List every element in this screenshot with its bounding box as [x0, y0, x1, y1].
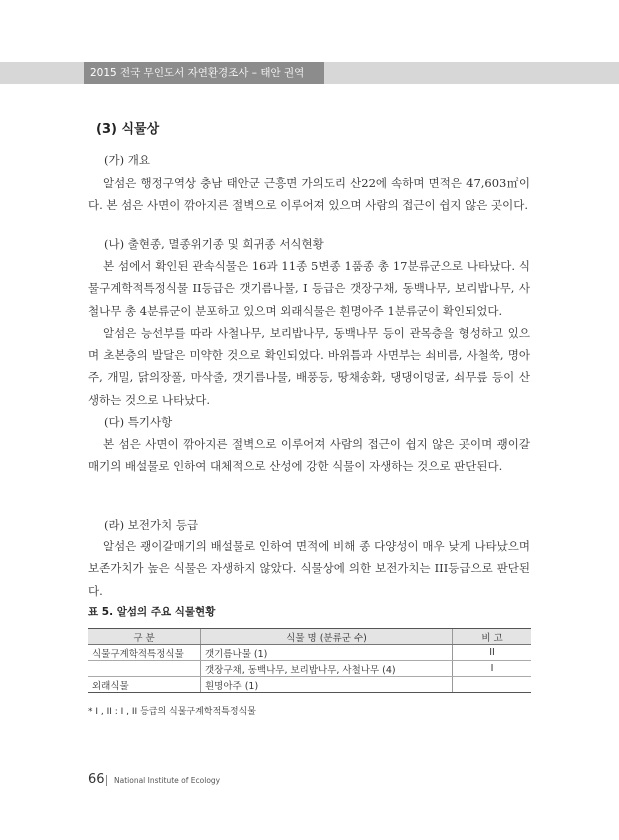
table-cell: 갯기름나물 (1) — [201, 645, 453, 661]
column-header: 구 분 — [88, 629, 201, 645]
institute-name: National Institute of Ecology — [114, 776, 221, 785]
paragraph-value — [88, 535, 530, 602]
table-cell — [453, 677, 532, 693]
page-number: 66 — [88, 772, 105, 787]
subsection-heading-value: (라) 보전가치 등급 — [104, 518, 199, 532]
section-title: (3) 식물상 — [96, 122, 160, 137]
table-row — [88, 677, 531, 693]
running-header: 2015 전국 무인도서 자연환경조사 – 태안 권역 — [84, 62, 324, 84]
paragraph-overview — [88, 172, 530, 217]
column-header: 비 고 — [453, 629, 532, 645]
table-header-row — [88, 629, 531, 645]
paragraph-notes — [88, 433, 530, 478]
table-cell: 흰명아주 (1) — [201, 677, 453, 693]
subsection-heading-notes: (다) 특기사항 — [104, 415, 173, 429]
plant-status-table — [88, 628, 531, 693]
footer-divider — [106, 775, 107, 786]
subsection-heading-species: (나) 출현종, 멸종위기종 및 희귀종 서식현황 — [104, 237, 324, 251]
table-caption: 표 5. 알섬의 주요 식물현황 — [88, 606, 216, 618]
table-footnote: * I , II : I , II 등급의 식물구계학적특정식물 — [88, 707, 256, 717]
table-cell — [88, 661, 201, 677]
table-cell: 외래식물 — [88, 677, 201, 693]
paragraph-text: 본 섬은 사면이 깎아지른 절벽으로 이루어져 사람의 접근이 쉽지 않은 곳이며 괭이갈매기의 배설물로 인하여 대체적으로 산성에 강한 식물이 자생하는 것으로 판단된다. — [88, 437, 530, 474]
table-row — [88, 661, 531, 677]
paragraph-text: 알섬은 행정구역상 충남 태안군 근흥면 가의도리 산22에 속하며 면적은 47,603㎡이다. 본 섬은 사면이 깎아지른 절벽으로 이루어져 있으며 사람의 접근이 쉽지 않은 곳이다. — [88, 176, 530, 213]
table-cell: I — [453, 661, 532, 677]
table-cell: II — [453, 645, 532, 661]
table-row — [88, 645, 531, 661]
subsection-heading-overview: (가) 개요 — [104, 153, 150, 167]
paragraph-text: 본 섬에서 확인된 관속식물은 16과 11종 5변종 1품종 총 17분류군으로 나타났다. 식물구계학적특정식물 II등급은 갯기름나물, I 등급은 갯장구채, 동백나무, 보리밥나무, 사철나무 총 4분류군이 분포하고 있으며 외래식물은 흰명아주 1분류군이 확인되었다. — [88, 259, 530, 318]
column-header: 식물 명 (분류군 수) — [201, 629, 453, 645]
table-cell: 식물구계학적특정식물 — [88, 645, 201, 661]
paragraph-text: 알섬은 능선부를 따라 사철나무, 보리밥나무, 동백나무 등이 관목층을 형성하고 있으며 초본층의 발달은 미약한 것으로 확인되었다. 바위틈과 사면부는 쇠비름, 사철쑥, 명아주, 개밀, 닭의장풀, 마삭줄, 갯기름나물, 배풍등, 땅채송화, 댕댕이덩굴, 쇠무릎 등이 산생하는 것으로 나타났다. — [88, 325, 530, 407]
paragraph-species — [88, 255, 530, 411]
paragraph-text: 알섬은 괭이갈매기의 배설물로 인하여 면적에 비해 종 다양성이 매우 낮게 나타났으며 보존가치가 높은 식물은 자생하지 않았다. 식물상에 의한 보전가치는 III등급으로 판단된다. — [88, 539, 530, 598]
table-cell: 갯장구채, 동백나무, 보리밥나무, 사철나무 (4) — [201, 661, 453, 677]
